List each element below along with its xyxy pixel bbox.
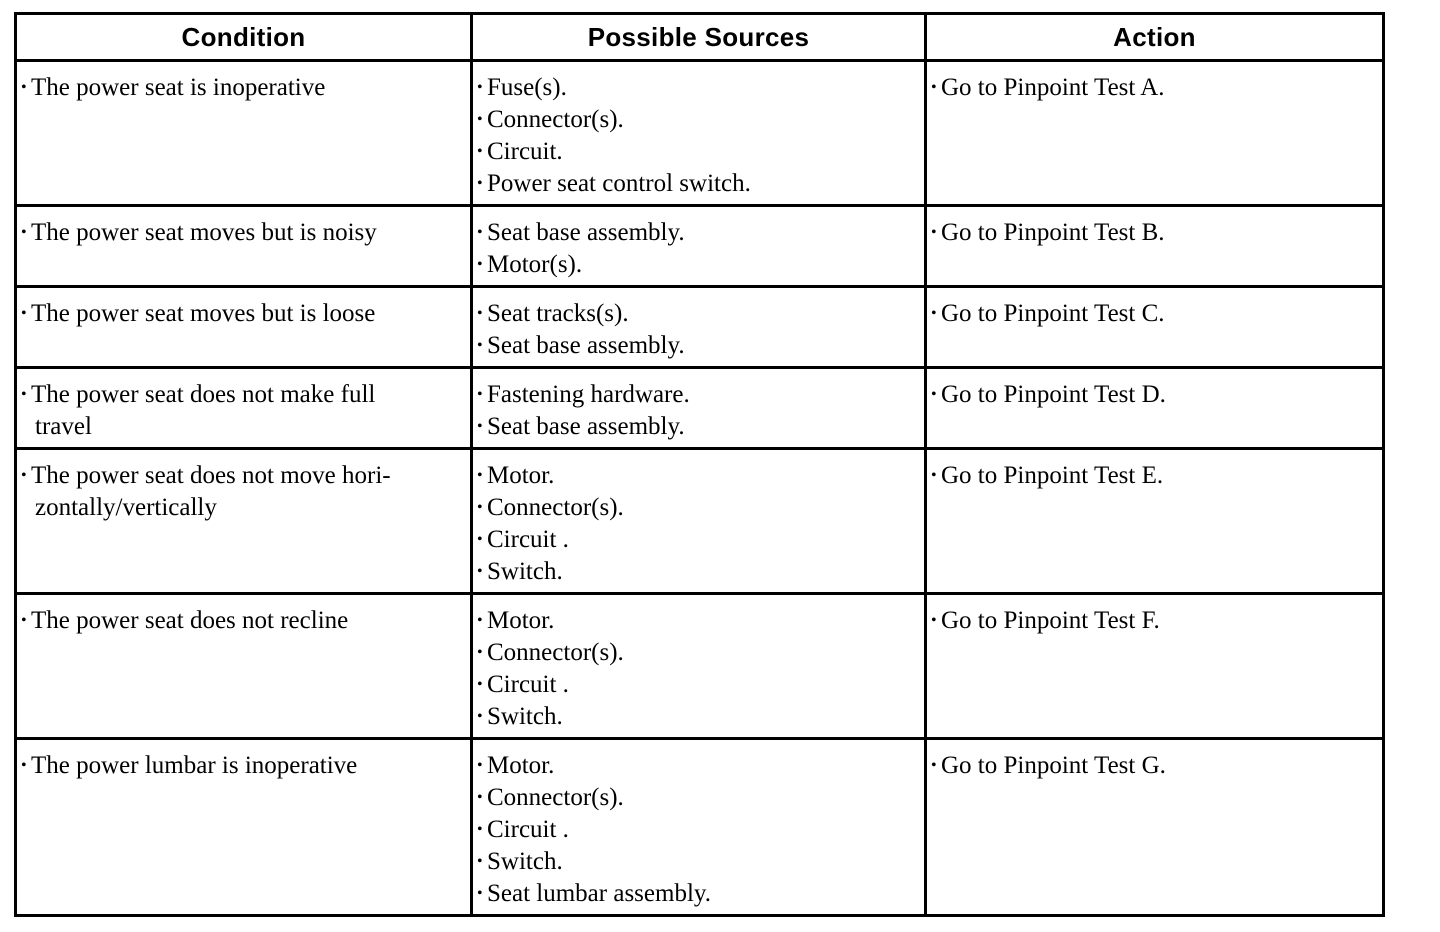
- source-list-item: [477, 669, 918, 701]
- source-text: Connector(s).: [487, 639, 624, 666]
- source-list-item: [477, 878, 918, 910]
- source-text: Seat base assembly.: [487, 413, 685, 440]
- table-row: [16, 206, 1384, 287]
- action-cell: [926, 206, 1384, 287]
- source-list-item: [477, 168, 918, 200]
- source-text: Circuit .: [487, 671, 569, 698]
- bullet-icon: •: [21, 757, 27, 774]
- bullet-icon: •: [477, 418, 483, 435]
- possible-sources-cell: [472, 739, 926, 916]
- bullet-icon: •: [21, 305, 27, 322]
- source-text: Seat tracks(s).: [487, 300, 629, 327]
- action-text: Go to Pinpoint Test E.: [941, 462, 1164, 489]
- source-list-item: [477, 249, 918, 281]
- bullet-icon: •: [931, 386, 937, 403]
- table-row: [16, 61, 1384, 206]
- bullet-icon: •: [477, 644, 483, 661]
- action-text: Go to Pinpoint Test G.: [941, 752, 1166, 779]
- action-text: Go to Pinpoint Test C.: [941, 300, 1165, 327]
- bullet-icon: •: [931, 467, 937, 484]
- source-text: Motor.: [487, 607, 555, 634]
- condition-text: The power seat moves but is noisy: [31, 219, 377, 246]
- possible-sources-cell: [472, 368, 926, 449]
- table-body: [16, 61, 1384, 916]
- source-list-item: [477, 605, 918, 637]
- header-condition: Condition: [16, 14, 472, 61]
- source-text: Fuse(s).: [487, 74, 567, 101]
- source-list-item: [477, 814, 918, 846]
- source-text: Connector(s).: [487, 784, 624, 811]
- bullet-icon: •: [21, 79, 27, 96]
- bullet-icon: •: [477, 676, 483, 693]
- bullet-icon: •: [477, 224, 483, 241]
- source-text: Connector(s).: [487, 494, 624, 521]
- condition-cell: [16, 368, 472, 449]
- action-cell: [926, 368, 1384, 449]
- bullet-icon: •: [477, 467, 483, 484]
- condition-cell: [16, 449, 472, 594]
- symptom-chart-table: [14, 12, 1385, 917]
- source-text: Fastening hardware.: [487, 381, 690, 408]
- bullet-icon: •: [477, 853, 483, 870]
- action-cell: [926, 594, 1384, 739]
- condition-text: The power seat does not make full: [31, 381, 376, 408]
- condition-cell: [16, 739, 472, 916]
- bullet-icon: •: [477, 499, 483, 516]
- bullet-icon: •: [477, 256, 483, 273]
- action-cell: [926, 739, 1384, 916]
- condition-cell: [16, 61, 472, 206]
- bullet-icon: •: [477, 143, 483, 160]
- source-text: Motor.: [487, 752, 555, 779]
- action-cell: [926, 61, 1384, 206]
- header-action: Action: [926, 14, 1384, 61]
- source-text: Motor(s).: [487, 251, 583, 278]
- table-row: [16, 739, 1384, 916]
- table-row: [16, 594, 1384, 739]
- possible-sources-cell: [472, 449, 926, 594]
- action-text: Go to Pinpoint Test B.: [941, 219, 1165, 246]
- source-list-item: [477, 379, 918, 411]
- bullet-icon: •: [21, 612, 27, 629]
- source-list-item: [477, 750, 918, 782]
- bullet-icon: •: [477, 337, 483, 354]
- action-cell: [926, 449, 1384, 594]
- bullet-icon: •: [21, 386, 27, 403]
- bullet-icon: •: [477, 885, 483, 902]
- bullet-icon: •: [931, 305, 937, 322]
- table-row: [16, 287, 1384, 368]
- source-text: Seat lumbar assembly.: [487, 880, 712, 907]
- action-cell: [926, 287, 1384, 368]
- condition-text: The power seat does not recline: [31, 607, 349, 634]
- source-text: Power seat control switch.: [487, 170, 751, 197]
- source-text: Circuit.: [487, 138, 563, 165]
- condition-cell: [16, 287, 472, 368]
- header-row: [16, 14, 1384, 61]
- bullet-icon: •: [477, 79, 483, 96]
- bullet-icon: •: [477, 305, 483, 322]
- condition-text: The power seat is inoperative: [31, 74, 326, 101]
- possible-sources-cell: [472, 287, 926, 368]
- source-list-item: [477, 298, 918, 330]
- source-list-item: [477, 492, 918, 524]
- bullet-icon: •: [477, 821, 483, 838]
- source-text: Switch.: [487, 848, 563, 875]
- source-list-item: [477, 701, 918, 733]
- bullet-icon: •: [931, 79, 937, 96]
- possible-sources-cell: [472, 61, 926, 206]
- source-text: Seat base assembly.: [487, 219, 685, 246]
- condition-text: The power seat moves but is loose: [31, 300, 376, 327]
- source-list-item: [477, 524, 918, 556]
- source-list-item: [477, 637, 918, 669]
- source-list-item: [477, 782, 918, 814]
- source-list-item: [477, 330, 918, 362]
- source-list-item: [477, 72, 918, 104]
- source-list-item: [477, 846, 918, 878]
- condition-text: The power lumbar is inoperative: [31, 752, 358, 779]
- diagnosis-table-container: [14, 12, 1382, 917]
- source-list-item: [477, 411, 918, 443]
- source-text: Circuit .: [487, 526, 569, 553]
- source-text: Motor.: [487, 462, 555, 489]
- bullet-icon: •: [477, 386, 483, 403]
- bullet-icon: •: [477, 789, 483, 806]
- source-list-item: [477, 136, 918, 168]
- bullet-icon: •: [477, 175, 483, 192]
- source-text: Connector(s).: [487, 106, 624, 133]
- bullet-icon: •: [931, 224, 937, 241]
- condition-cell: [16, 594, 472, 739]
- condition-text: The power seat does not move hori-: [31, 462, 391, 489]
- table-row: [16, 449, 1384, 594]
- bullet-icon: •: [477, 111, 483, 128]
- possible-sources-cell: [472, 206, 926, 287]
- condition-cell: [16, 206, 472, 287]
- bullet-icon: •: [931, 757, 937, 774]
- action-text: Go to Pinpoint Test D.: [941, 381, 1166, 408]
- condition-text-continued: travel: [35, 413, 92, 440]
- bullet-icon: •: [931, 612, 937, 629]
- bullet-icon: •: [21, 467, 27, 484]
- source-list-item: [477, 217, 918, 249]
- bullet-icon: •: [477, 708, 483, 725]
- bullet-icon: •: [477, 757, 483, 774]
- source-list-item: [477, 556, 918, 588]
- possible-sources-cell: [472, 594, 926, 739]
- bullet-icon: •: [477, 531, 483, 548]
- bullet-icon: •: [21, 224, 27, 241]
- source-text: Switch.: [487, 703, 563, 730]
- condition-text-continued: zontally/vertically: [35, 494, 217, 521]
- source-list-item: [477, 460, 918, 492]
- table-row: [16, 368, 1384, 449]
- bullet-icon: •: [477, 563, 483, 580]
- source-text: Circuit .: [487, 816, 569, 843]
- source-list-item: [477, 104, 918, 136]
- header-possible-sources: Possible Sources: [472, 14, 926, 61]
- source-text: Switch.: [487, 558, 563, 585]
- bullet-icon: •: [477, 612, 483, 629]
- action-text: Go to Pinpoint Test A.: [941, 74, 1165, 101]
- source-text: Seat base assembly.: [487, 332, 685, 359]
- action-text: Go to Pinpoint Test F.: [941, 607, 1160, 634]
